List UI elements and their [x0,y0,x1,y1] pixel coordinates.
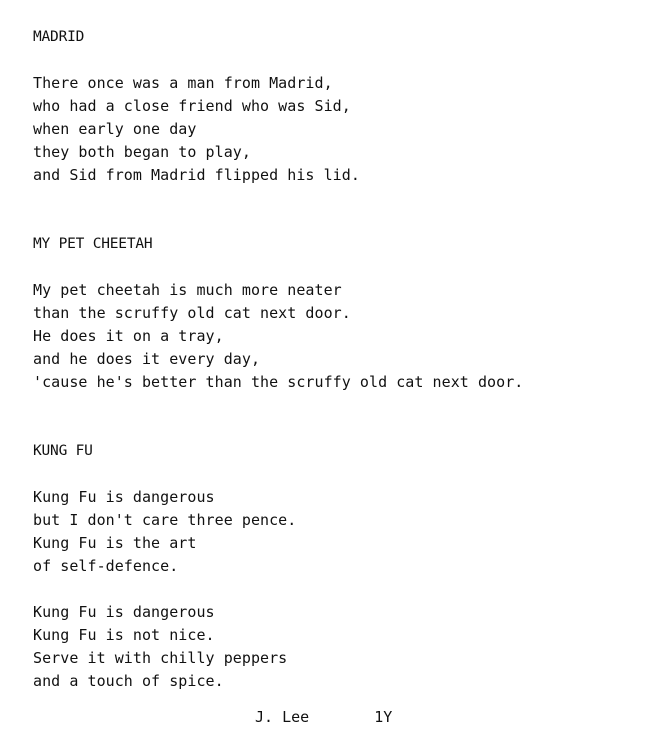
poem-title: KUNG FU [33,443,93,459]
poem-line: they both began to play, [33,143,251,161]
poem-line: when early one day [33,120,197,138]
poem-line: of self-defence. [33,557,179,575]
poem-line: He does it on a tray, [33,327,224,345]
poem-kung-fu [33,440,663,693]
author-name: J. Lee [255,708,310,726]
poem-line: and a touch of spice. [33,672,224,690]
stanza [33,486,663,578]
stanza [33,279,663,394]
poem-page [33,26,663,693]
poem-line: who had a close friend who was Sid, [33,97,351,115]
poem-line: and Sid from Madrid flipped his lid. [33,166,360,184]
poem-line: Kung Fu is not nice. [33,626,215,644]
poem-line: Kung Fu is dangerous [33,603,215,621]
poem-line: There once was a man from Madrid, [33,74,333,92]
poem-line: but I don't care three pence. [33,511,297,529]
stanza [33,72,663,187]
stanza [33,601,663,693]
poem-line: Kung Fu is dangerous [33,488,215,506]
poem-line: and he does it every day, [33,350,261,368]
author-class: 1Y [374,708,393,726]
poem-title: MY PET CHEETAH [33,236,153,252]
poem-line: Kung Fu is the art [33,534,197,552]
poem-madrid [33,26,663,187]
poem-my-pet-cheetah [33,233,663,394]
signature [255,706,392,729]
poem-line: Serve it with chilly peppers [33,649,288,667]
poem-line: 'cause he's better than the scruffy old cat next door. [33,373,524,391]
poem-line: My pet cheetah is much more neater [33,281,342,299]
poem-line: than the scruffy old cat next door. [33,304,351,322]
poem-title: MADRID [33,29,85,45]
